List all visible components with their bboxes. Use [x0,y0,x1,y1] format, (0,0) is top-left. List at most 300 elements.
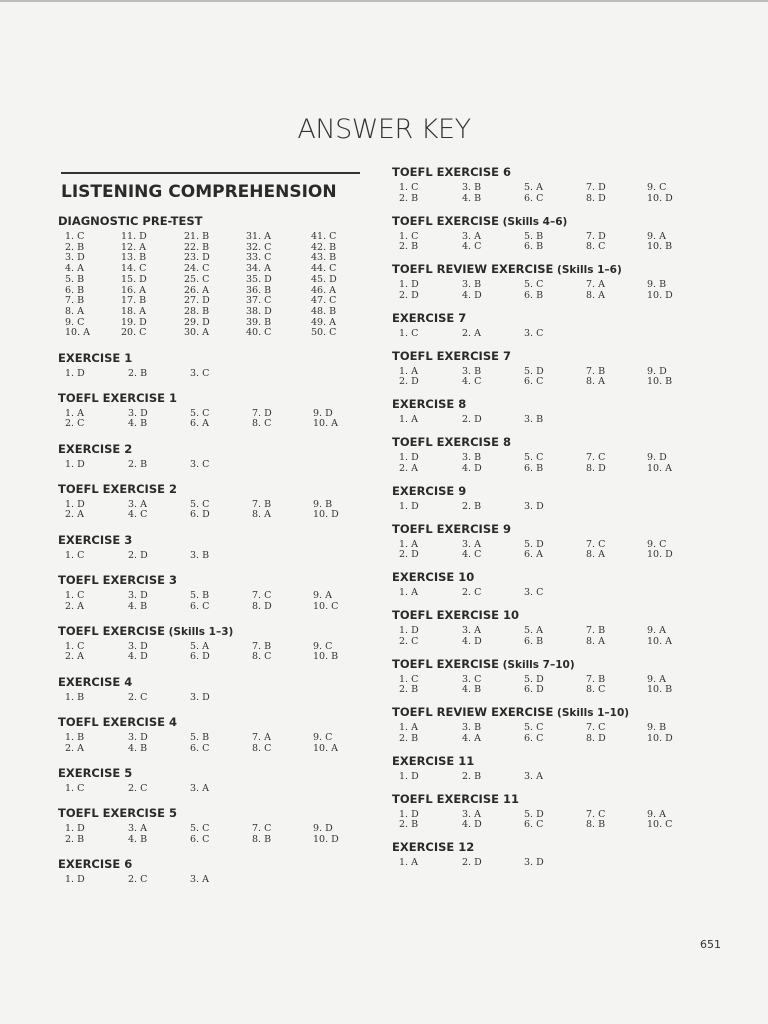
answer-item: 1. C [399,327,419,339]
answer-item: 7. C [586,808,606,820]
answer-item: 22. B [184,241,210,253]
answer-item: 2. C [399,635,419,647]
exercise-title [392,484,702,499]
right-answer-column [392,165,702,878]
exercise-title-text: TOEFL EXERCISE 2 [58,481,177,496]
answer-grid [58,781,368,796]
exercise-title-text: EXERCISE 8 [392,397,467,412]
answer-item: 23. D [184,252,210,264]
answer-item: 8. C [586,684,606,696]
answer-item: 3. D [128,407,148,419]
answer-item: 4. B [128,833,148,845]
answer-item: 4. D [462,462,482,474]
answer-item: 6. A [190,418,209,430]
answer-item: 8. A [65,305,84,317]
exercise-title [392,705,702,720]
answer-item: 2. B [399,241,419,253]
answer-item: 46. A [311,284,336,296]
answer-item: 8. D [586,192,606,204]
exercise-block-toefl-exercise-6 [392,165,702,205]
answer-item: 11. D [121,231,147,242]
answer-item: 4. D [462,635,482,647]
answer-item: 5. A [190,640,209,652]
exercise-block-toefl-exercise-1 [58,391,368,431]
answer-item: 7. B [252,640,272,652]
answer-item: 5. D [524,538,544,550]
exercise-block-exercise-3 [58,533,368,563]
answer-item: 6. C [190,600,210,612]
answer-item: 1. D [399,808,419,820]
answer-item: 8. A [586,549,605,561]
answer-item: 13. B [121,252,147,264]
answer-item: 2. B [399,684,419,696]
exercise-title [392,840,702,855]
answer-grid [392,412,702,427]
answer-grid [392,623,702,648]
answer-item: 1. B [65,691,85,703]
answer-item: 49. A [311,316,336,328]
exercise-title-text: EXERCISE 10 [392,570,475,585]
answer-grid [58,366,368,381]
exercise-title-text: TOEFL EXERCISE [392,213,499,228]
answer-item: 3. D [65,252,85,264]
answer-item: 50. C [311,327,337,339]
answer-item: 1. C [399,673,419,685]
answer-item: 7. C [586,538,606,550]
answer-item: 2. C [128,873,148,885]
answer-item: 9. A [647,673,666,685]
answer-item: 9. A [647,808,666,820]
answer-item: 44. C [311,263,337,275]
answer-item: 7. C [252,822,272,834]
answer-item: 3. A [462,808,481,820]
exercise-title [392,397,702,412]
answer-item: 3. D [190,691,210,703]
answer-item: 6. B [524,241,544,253]
answer-item: 7. D [586,182,606,193]
answer-item: 6. C [524,376,544,388]
answer-item: 8. C [252,742,272,754]
answer-item: 32. C [246,241,272,253]
answer-item: 7. B [586,624,606,636]
exercise-title [58,351,368,366]
answer-item: 39. B [246,316,272,328]
exercise-block-toefl-review-exercise-skills-1-10 [392,705,702,745]
answer-item: 48. B [311,305,337,317]
answer-item: 4. D [462,289,482,301]
answer-item: 3. B [462,279,482,291]
answer-item: 10. D [647,549,673,561]
exercise-title-text: TOEFL EXERCISE 6 [392,165,511,179]
answer-item: 2. A [462,327,481,339]
answer-item: 3. A [462,624,481,636]
answer-item: 1. D [399,500,419,512]
exercise-block-exercise-4 [58,675,368,705]
answer-item: 6. D [190,651,210,663]
answer-item: 6. A [524,549,543,561]
answer-item: 6. B [524,635,544,647]
exercise-block-toefl-exercise-11 [392,792,702,832]
answer-item: 1. A [399,365,418,377]
answer-item: 2. D [462,414,482,426]
exercise-title [392,214,702,229]
answer-item: 21. B [184,231,210,242]
answer-item: 5. A [524,624,543,636]
answer-item: 5. C [524,722,544,734]
answer-item: 10. D [647,192,673,204]
answer-item: 12. A [121,241,146,253]
answer-item: 1. A [65,407,84,419]
section-title: LISTENING COMPREHENSION [61,182,337,202]
answer-item: 5. D [524,808,544,820]
answer-item: 5. C [190,407,210,419]
answer-grid [58,229,368,340]
answer-item: 8. A [586,289,605,301]
exercise-title [392,792,702,807]
exercise-block-toefl-exercise-5 [58,806,368,846]
answer-item: 9. D [313,822,333,834]
answer-item: 3. A [190,782,209,794]
answer-item: 9. D [647,452,667,464]
answer-item: 4. B [462,684,482,696]
exercise-title [392,608,702,623]
exercise-skills-range: (Skills 4–6) [498,215,568,228]
answer-item: 6. C [524,192,544,204]
exercise-title [58,715,368,730]
exercise-title-text: TOEFL EXERCISE 11 [392,791,519,806]
answer-item: 1. D [399,452,419,464]
answer-item: 43. B [311,252,337,264]
answer-item: 9. A [647,624,666,636]
exercise-title [392,657,702,672]
answer-item: 2. C [65,418,85,430]
page-number: 651 [700,938,721,951]
exercise-title [58,766,368,781]
answer-grid [392,807,702,832]
exercise-title [58,533,368,548]
answer-grid [58,457,368,472]
answer-item: 1. A [399,587,418,599]
answer-item: 5. C [190,498,210,510]
answer-item: 9. D [647,365,667,377]
answer-item: 37. C [246,295,272,307]
answer-item: 6. D [190,509,210,521]
answer-grid [392,180,702,205]
answer-item: 8. B [252,833,272,845]
answer-item: 3. B [190,549,210,561]
answer-item: 9. B [313,498,333,510]
answer-grid [392,499,702,514]
answer-item: 3. D [524,500,544,512]
answer-item: 8. A [252,509,271,521]
answer-item: 1. D [399,279,419,291]
answer-grid [392,855,702,870]
answer-item: 10. B [647,241,673,253]
answer-item: 4. D [128,651,148,663]
exercise-block-toefl-exercise-skills-1-3 [58,624,368,664]
answer-item: 29. D [184,316,210,328]
exercise-block-toefl-exercise-4 [58,715,368,755]
exercise-title-text: EXERCISE 1 [58,350,133,365]
answer-item: 1. D [399,624,419,636]
exercise-title-text: TOEFL REVIEW EXERCISE [392,705,554,720]
answer-item: 34. A [246,263,271,275]
answer-item: 2. A [399,462,418,474]
answer-grid [58,639,368,664]
exercise-title-text: EXERCISE 2 [58,441,133,456]
exercise-title [58,482,368,497]
exercise-block-exercise-6 [58,857,368,887]
answer-item: 41. C [311,231,337,242]
answer-item: 1. C [399,230,419,242]
answer-item: 2. B [128,367,148,379]
answer-item: 1. D [65,822,85,834]
answer-item: 7. C [252,589,272,601]
exercise-block-toefl-exercise-7 [392,349,702,389]
answer-item: 1. D [65,367,85,379]
answer-item: 6. D [524,684,544,696]
answer-item: 10. D [647,732,673,744]
answer-item: 1. A [399,414,418,426]
answer-grid [392,720,702,745]
answer-item: 2. D [399,376,419,388]
exercise-title [58,442,368,457]
answer-item: 10. A [313,418,338,430]
answer-grid [392,364,702,389]
exercise-skills-range: (Skills 1–10) [553,707,630,720]
exercise-block-toefl-exercise-2 [58,482,368,522]
answer-item: 9. C [647,538,667,550]
answer-item: 8. C [252,651,272,663]
exercise-block-toefl-exercise-skills-7-10 [392,657,702,697]
answer-item: 2. A [65,742,84,754]
answer-item: 33. C [246,252,272,264]
exercise-title-text: EXERCISE 4 [58,674,133,689]
answer-item: 3. A [462,538,481,550]
answer-item: 8. A [586,376,605,388]
answer-item: 2. B [399,192,419,204]
answer-item: 2. D [399,289,419,301]
answer-item: 2. B [128,458,148,470]
answer-item: 10. C [647,819,673,831]
exercise-title [392,262,702,277]
answer-item: 4. B [128,600,148,612]
exercise-title-text: EXERCISE 3 [58,532,133,547]
answer-item: 5. C [524,279,544,291]
answer-item: 7. D [586,230,606,242]
answer-item: 20. C [121,327,147,339]
answer-item: 1. C [65,589,85,601]
answer-item: 6. C [190,833,210,845]
exercise-title-text: TOEFL EXERCISE [58,623,165,638]
answer-item: 2. B [462,500,482,512]
answer-grid [392,537,702,562]
exercise-block-toefl-review-exercise-skills-1-6 [392,262,702,302]
answer-item: 4. A [462,732,481,744]
answer-item: 2. C [128,782,148,794]
left-answer-column [58,214,368,897]
answer-item: 6. B [524,289,544,301]
answer-item: 3. C [524,327,544,339]
answer-item: 45. D [311,273,337,285]
answer-item: 5. B [524,230,544,242]
answer-item: 14. C [121,263,147,275]
answer-item: 2. D [462,857,482,869]
exercise-skills-range: (Skills 1–3) [164,625,234,638]
answer-item: 3. A [190,873,209,885]
exercise-block-toefl-exercise-8 [392,435,702,475]
answer-item: 6. C [524,819,544,831]
exercise-block-exercise-5 [58,766,368,796]
answer-item: 10. D [313,833,339,845]
answer-item: 1. C [65,231,85,242]
exercise-block-diagnostic-pre-test [58,214,368,340]
answer-item: 8. D [252,600,272,612]
answer-item: 3. B [462,452,482,464]
answer-item: 7. C [586,452,606,464]
answer-item: 8. D [586,732,606,744]
answer-item: 1. D [65,458,85,470]
answer-item: 1. C [65,549,85,561]
answer-grid [392,450,702,475]
exercise-title-text: TOEFL REVIEW EXERCISE [392,262,554,277]
answer-item: 4. C [462,241,482,253]
answer-item: 2. B [65,241,85,253]
answer-item: 4. C [462,549,482,561]
answer-item: 3. B [524,414,544,426]
answer-item: 2. A [65,600,84,612]
answer-item: 1. A [399,722,418,734]
answer-grid [58,497,368,522]
answer-item: 3. D [128,589,148,601]
exercise-block-toefl-exercise-10 [392,608,702,648]
exercise-title [392,570,702,585]
exercise-title [392,522,702,537]
answer-item: 2. D [399,549,419,561]
top-border-line [0,0,768,2]
answer-item: 3. C [190,458,210,470]
answer-item: 5. B [65,273,85,285]
exercise-title [392,311,702,326]
answer-item: 7. C [586,722,606,734]
answer-item: 40. C [246,327,272,339]
answer-item: 18. A [121,305,146,317]
exercise-title [58,214,368,229]
answer-item: 4. C [128,509,148,521]
answer-item: 8. C [586,241,606,253]
answer-item: 5. D [524,673,544,685]
answer-item: 3. B [462,182,482,193]
answer-item: 9. A [647,230,666,242]
answer-item: 4. D [462,819,482,831]
answer-item: 10. A [65,327,90,339]
exercise-title-text: EXERCISE 7 [392,310,467,325]
answer-item: 1. C [399,182,419,193]
answer-item: 7. A [586,279,605,291]
answer-item: 6. C [190,742,210,754]
answer-item: 36. B [246,284,272,296]
answer-item: 3. C [524,587,544,599]
answer-item: 5. D [524,365,544,377]
answer-item: 5. C [190,822,210,834]
answer-item: 2. C [128,691,148,703]
answer-item: 35. D [246,273,272,285]
answer-item: 9. B [647,279,667,291]
answer-item: 10. A [647,462,672,474]
answer-item: 17. B [121,295,147,307]
answer-item: 5. C [524,452,544,464]
exercise-title-text: TOEFL EXERCISE 3 [58,572,177,587]
answer-item: 10. A [647,635,672,647]
exercise-skills-range: (Skills 7–10) [498,658,575,671]
answer-item: 1. C [65,640,85,652]
answer-item: 1. B [65,731,85,743]
answer-grid [58,872,368,887]
exercise-skills-range: (Skills 1–6) [553,264,622,277]
exercise-title-text: TOEFL EXERCISE 7 [392,348,511,363]
answer-grid [58,406,368,431]
answer-grid [392,229,702,254]
exercise-block-exercise-2 [58,442,368,472]
answer-item: 2. D [128,549,148,561]
answer-item: 2. B [462,770,482,782]
answer-item: 4. C [462,376,482,388]
answer-grid [58,588,368,613]
answer-item: 9. C [65,316,85,328]
answer-item: 16. A [121,284,146,296]
exercise-block-exercise-10 [392,570,702,600]
answer-item: 8. A [586,635,605,647]
answer-item: 3. D [524,857,544,869]
exercise-title [58,806,368,821]
answer-item: 9. C [647,182,667,193]
exercise-title-text: TOEFL EXERCISE 8 [392,435,511,450]
exercise-block-exercise-8 [392,397,702,427]
exercise-title-text: TOEFL EXERCISE 5 [58,805,177,820]
exercise-title-text: EXERCISE 5 [58,765,133,780]
exercise-title [58,675,368,690]
answer-item: 3. C [190,367,210,379]
answer-item: 10. A [313,742,338,754]
answer-grid [392,672,702,697]
section-rule [61,172,360,174]
answer-item: 6. B [65,284,85,296]
answer-item: 3. B [462,365,482,377]
answer-item: 2. B [399,732,419,744]
answer-grid [392,585,702,600]
exercise-block-toefl-exercise-9 [392,522,702,562]
answer-item: 8. B [586,819,606,831]
answer-item: 25. C [184,273,210,285]
exercise-block-exercise-12 [392,840,702,870]
answer-item: 7. B [65,295,85,307]
answer-item: 1. D [65,498,85,510]
exercise-title-text: EXERCISE 6 [58,856,133,871]
answer-item: 2. A [65,651,84,663]
answer-item: 3. A [128,822,147,834]
exercise-title [58,857,368,872]
exercise-title-text: EXERCISE 11 [392,753,475,768]
exercise-title-text: TOEFL EXERCISE [392,656,499,671]
answer-grid [392,326,702,341]
exercise-title-text: TOEFL EXERCISE 10 [392,607,519,622]
answer-item: 24. C [184,263,210,275]
answer-grid [58,548,368,563]
answer-item: 3. A [462,230,481,242]
exercise-title [58,624,368,639]
answer-item: 7. A [252,731,271,743]
answer-item: 6. B [524,462,544,474]
